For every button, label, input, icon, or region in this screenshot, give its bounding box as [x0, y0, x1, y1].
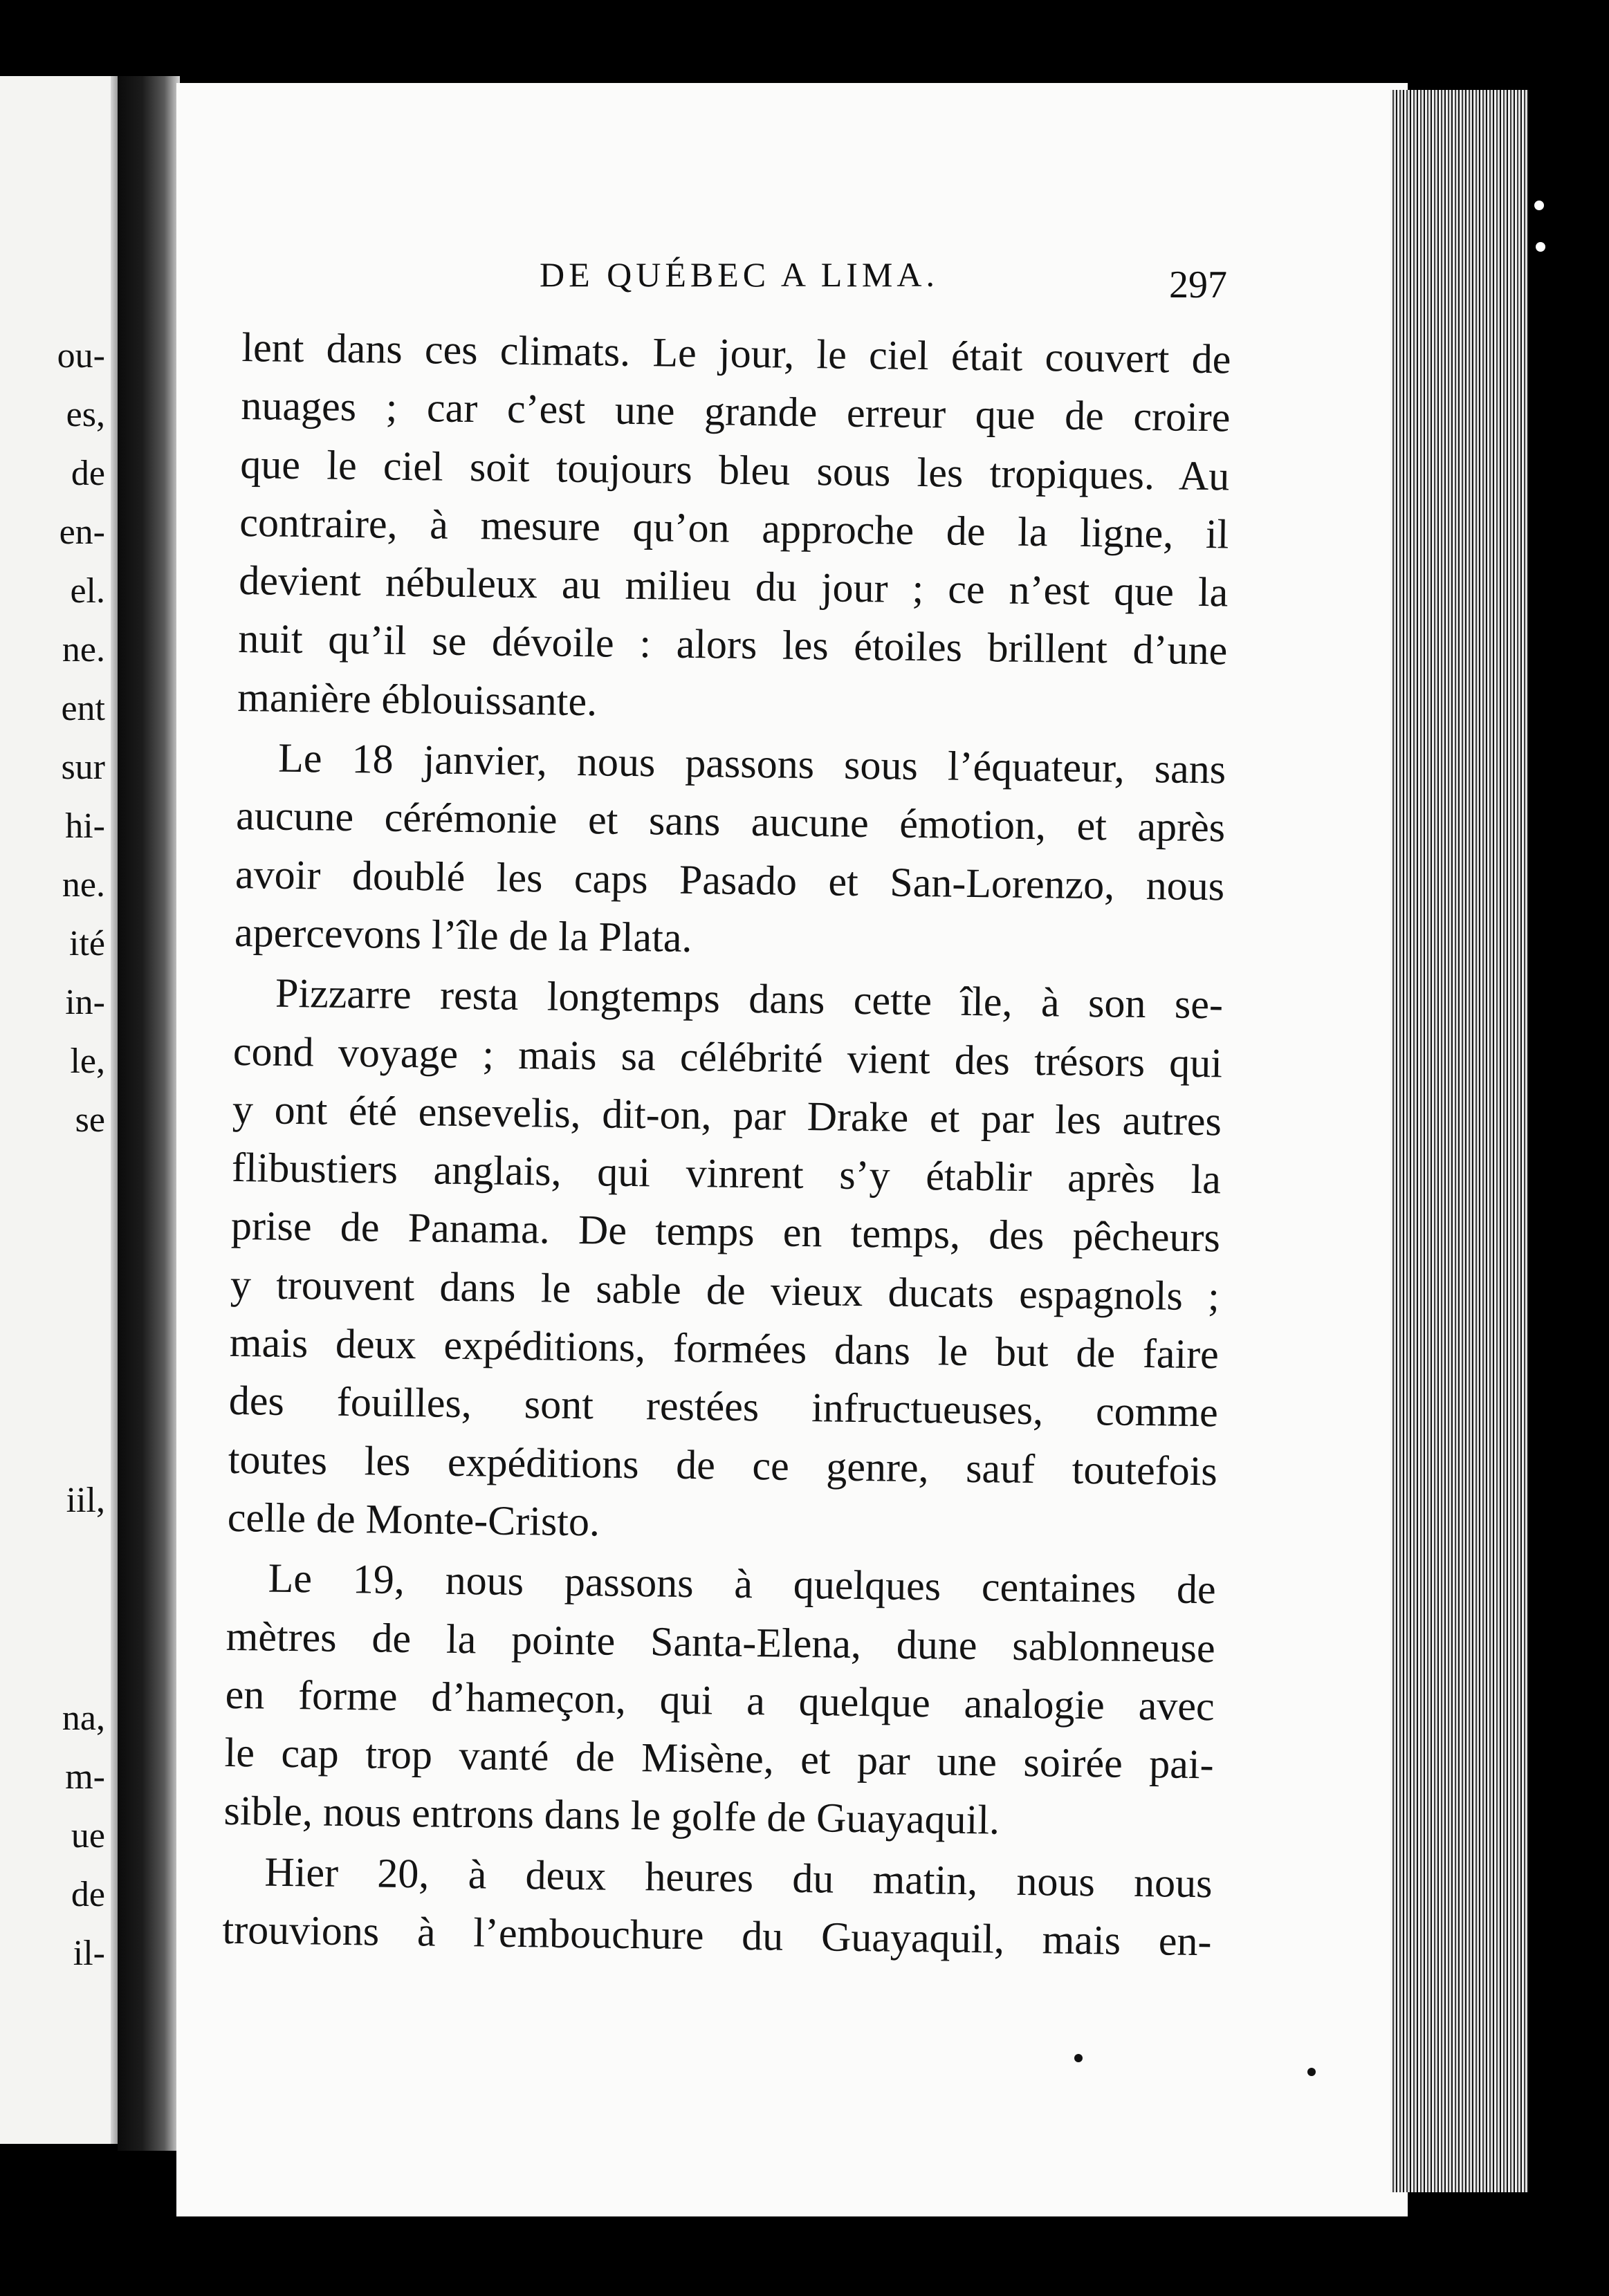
fragment: ne. — [62, 630, 105, 669]
text-line: apercevons l’île de la Plata. — [234, 909, 692, 961]
text-line: en forme d’hameçon, qui a quelque analogie avec — [225, 1671, 1215, 1730]
text-line: flibustiers anglais, qui vinrent s’y établir après la — [231, 1145, 1222, 1203]
fragment: de — [71, 1875, 105, 1914]
fragment: le, — [70, 1041, 105, 1081]
fragment: ité — [69, 924, 105, 963]
text-line: avoir doublé les caps Pasado et San-Lorenzo, nous — [235, 851, 1225, 909]
text-line: trouvions à l’embouchure du Guayaquil, mais en- — [222, 1906, 1212, 1965]
fragment: m- — [65, 1757, 105, 1797]
body-text — [222, 318, 1231, 1971]
text-line: nuit qu’il se dévoile : alors les étoiles brillent d’une — [237, 615, 1228, 674]
text-line: y ont été ensevelis, dit-on, par Drake et par les autres — [232, 1086, 1222, 1145]
text-line: que le ciel soit toujours bleu sous les tropiques. Au — [240, 441, 1230, 499]
paragraph — [235, 728, 1226, 974]
scan-bottom-border — [0, 2216, 1609, 2296]
text-line: Pizzarre resta longtemps dans cette île, à son se- — [275, 970, 1224, 1028]
text-line: mais deux expéditions, formées dans le but de faire — [229, 1319, 1220, 1378]
fragment: ne. — [62, 865, 105, 905]
running-title: DE QUÉBEC A LIMA. — [540, 255, 939, 294]
text-line: manière éblouissante. — [237, 674, 598, 725]
text-line: toutes les expéditions de ce genre, sauf toutefois — [228, 1436, 1218, 1494]
text-line: contraire, à mesure qu’on approche de la ligne, il — [239, 499, 1229, 557]
fragment: se — [75, 1100, 105, 1140]
scan-speck — [1534, 201, 1544, 210]
fragment: ou- — [57, 336, 105, 376]
text-line: mètres de la pointe Santa-Elena, dune sablonneuse — [226, 1613, 1216, 1671]
paragraph — [222, 1842, 1213, 1971]
text-line: prise de Panama. De temps en temps, des pêcheurs — [230, 1203, 1221, 1261]
scan-speck — [1074, 2054, 1083, 2062]
fragment: es, — [66, 395, 105, 434]
fragment: il- — [73, 1934, 105, 1973]
page-number: 297 — [1169, 263, 1227, 306]
text-line: aucune cérémonie et sans aucune émotion, et après — [235, 793, 1226, 851]
facing-page-text-fragments — [0, 76, 111, 2144]
scan-speck — [1307, 2068, 1316, 2076]
text-line: Le 18 janvier, nous passons sous l’équateur, sans — [277, 734, 1226, 793]
fragment: iil, — [66, 1481, 105, 1520]
book-fold-shadow — [118, 76, 180, 2151]
scan-top-border — [0, 0, 1609, 83]
text-line: devient nébuleux au milieu du jour ; ce n’est que la — [238, 557, 1229, 615]
paragraph — [237, 318, 1231, 739]
text-line: y trouvent dans le sable de vieux ducats espagnols ; — [230, 1261, 1220, 1320]
fragment: sur — [61, 748, 105, 787]
text-line: Le 19, nous passons à quelques centaines de — [268, 1555, 1217, 1613]
page-edge-leaves — [1390, 90, 1529, 2192]
fragment: hi- — [65, 806, 105, 846]
fragment: in- — [65, 983, 105, 1022]
text-line: le cap trop vanté de Misène, et par une soirée pai- — [224, 1729, 1214, 1788]
fragment: na, — [62, 1698, 105, 1738]
text-line: des fouilles, sont restées infructueuses, comme — [228, 1378, 1219, 1436]
fragment: en- — [59, 512, 105, 552]
fragment: ue — [71, 1816, 105, 1855]
text-line: nuages ; car c’est une grande erreur que de croire — [241, 382, 1231, 441]
text-line: lent dans ces climats. Le jour, le ciel était couvert de — [241, 324, 1231, 382]
text-line: celle de Monte-Cristo. — [227, 1494, 600, 1545]
scan-right-border — [1529, 76, 1609, 2296]
fragment: de — [71, 454, 105, 493]
text-line: cond voyage ; mais sa célébrité vient des trésors qui — [232, 1028, 1223, 1086]
text-line: sible, nous entrons dans le golfe de Guayaquil. — [223, 1788, 1000, 1843]
fragment: el. — [70, 571, 105, 611]
paragraph — [227, 963, 1223, 1558]
scan-speck — [1536, 242, 1545, 252]
fragment: ent — [61, 689, 105, 728]
paragraph — [223, 1548, 1216, 1852]
text-line: Hier 20, à deux heures du matin, nous nous — [264, 1849, 1213, 1907]
